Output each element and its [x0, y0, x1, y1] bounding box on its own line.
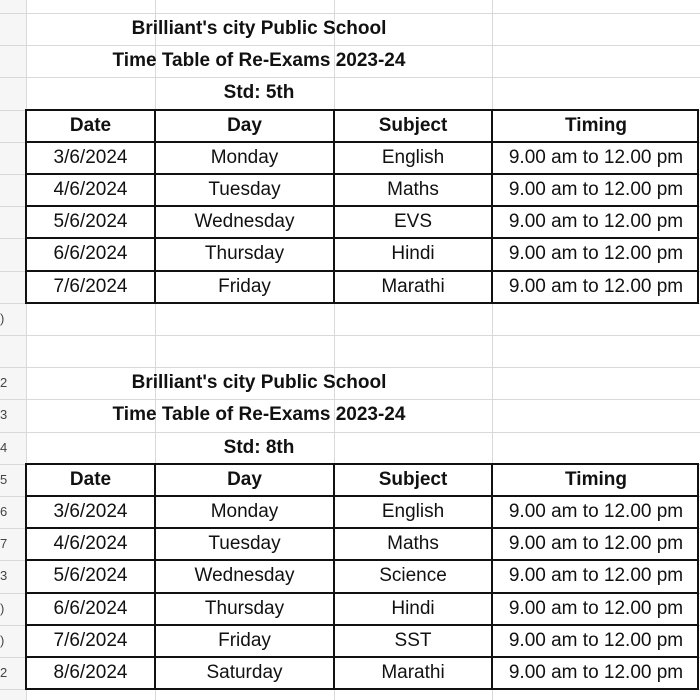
timing-cell[interactable]: 9.00 am to 12.00 pm — [508, 597, 684, 619]
table-border-vertical — [491, 463, 493, 690]
standard-label: Std: 5th — [223, 82, 295, 104]
timing-cell[interactable]: 9.00 am to 12.00 pm — [508, 275, 684, 297]
column-header-timing: Timing — [565, 114, 627, 136]
row-number[interactable]: 6 — [0, 504, 8, 519]
row-number[interactable]: 3 — [0, 407, 8, 423]
timing-cell[interactable]: 9.00 am to 12.00 pm — [508, 243, 684, 265]
school-name: Brilliant's city Public School — [131, 372, 387, 394]
timing-cell[interactable]: 9.00 am to 12.00 pm — [508, 662, 684, 684]
table-border-vertical — [154, 109, 156, 304]
date-cell[interactable]: 8/6/2024 — [53, 662, 128, 684]
column-header-date: Date — [69, 468, 112, 490]
table-border-vertical — [491, 109, 493, 304]
column-header-subject: Subject — [378, 468, 448, 490]
table-border-horizontal — [26, 559, 698, 561]
row-number[interactable]: 5 — [0, 471, 8, 487]
table-border-horizontal — [26, 592, 698, 594]
exam-title: Time Table of Re-Exams 2023-24 — [112, 50, 406, 72]
table-border-vertical — [697, 109, 699, 304]
day-cell[interactable]: Wednesday — [194, 565, 295, 587]
table-border-vertical — [25, 109, 27, 304]
timing-cell[interactable]: 9.00 am to 12.00 pm — [508, 179, 684, 201]
table-border-horizontal — [26, 205, 698, 207]
row-number[interactable]: 7 — [0, 536, 8, 552]
subject-cell[interactable]: Marathi — [381, 275, 445, 297]
date-cell[interactable]: 3/6/2024 — [53, 146, 128, 168]
table-border-vertical — [333, 109, 335, 304]
row-number[interactable]: ) — [0, 632, 5, 648]
day-cell[interactable]: Monday — [210, 146, 279, 168]
grid-row-line — [0, 335, 700, 336]
column-header-subject: Subject — [378, 114, 448, 136]
subject-cell[interactable]: Maths — [387, 533, 439, 555]
date-cell[interactable]: 6/6/2024 — [53, 243, 128, 265]
table-border-horizontal — [26, 495, 698, 497]
column-header-timing: Timing — [565, 468, 627, 490]
column-header-date: Date — [69, 114, 112, 136]
table-border-vertical — [154, 463, 156, 690]
subject-cell[interactable]: SST — [394, 629, 432, 651]
day-cell[interactable]: Tuesday — [208, 179, 281, 201]
school-name: Brilliant's city Public School — [131, 18, 387, 40]
table-border-horizontal — [26, 141, 698, 143]
table-border-horizontal — [26, 688, 698, 690]
column-header-day: Day — [227, 114, 262, 136]
row-number[interactable]: ) — [0, 310, 5, 326]
day-cell[interactable]: Thursday — [204, 243, 285, 265]
date-cell[interactable]: 4/6/2024 — [53, 533, 128, 555]
table-border-horizontal — [26, 624, 698, 626]
subject-cell[interactable]: EVS — [393, 211, 433, 233]
table-border-horizontal — [26, 109, 698, 111]
day-cell[interactable]: Wednesday — [194, 211, 295, 233]
subject-cell[interactable]: English — [381, 146, 445, 168]
date-cell[interactable]: 7/6/2024 — [53, 275, 128, 297]
table-border-horizontal — [26, 173, 698, 175]
timing-cell[interactable]: 9.00 am to 12.00 pm — [508, 533, 684, 555]
table-border-horizontal — [26, 527, 698, 529]
timing-cell[interactable]: 9.00 am to 12.00 pm — [508, 501, 684, 523]
timing-cell[interactable]: 9.00 am to 12.00 pm — [508, 146, 684, 168]
day-cell[interactable]: Monday — [210, 501, 279, 523]
subject-cell[interactable]: Hindi — [391, 597, 435, 619]
row-number[interactable]: 2 — [0, 375, 8, 391]
day-cell[interactable]: Friday — [218, 629, 271, 651]
day-cell[interactable]: Thursday — [204, 597, 285, 619]
date-cell[interactable]: 3/6/2024 — [53, 501, 128, 523]
table-border-horizontal — [26, 463, 698, 465]
subject-cell[interactable]: Maths — [387, 179, 439, 201]
day-cell[interactable]: Tuesday — [208, 533, 281, 555]
subject-cell[interactable]: Hindi — [391, 243, 435, 265]
date-cell[interactable]: 7/6/2024 — [53, 629, 128, 651]
row-number[interactable]: 4 — [0, 439, 8, 455]
table-border-vertical — [25, 463, 27, 690]
timing-cell[interactable]: 9.00 am to 12.00 pm — [508, 565, 684, 587]
table-border-horizontal — [26, 270, 698, 272]
subject-cell[interactable]: Science — [379, 565, 447, 587]
subject-cell[interactable]: English — [381, 501, 445, 523]
subject-cell[interactable]: Marathi — [381, 662, 445, 684]
timing-cell[interactable]: 9.00 am to 12.00 pm — [508, 211, 684, 233]
row-number[interactable]: ) — [0, 600, 5, 616]
row-number-gutter — [0, 0, 26, 700]
date-cell[interactable]: 4/6/2024 — [53, 179, 128, 201]
timing-cell[interactable]: 9.00 am to 12.00 pm — [508, 629, 684, 651]
date-cell[interactable]: 5/6/2024 — [53, 211, 128, 233]
row-number[interactable]: 2 — [0, 665, 8, 680]
table-border-vertical — [333, 463, 335, 690]
exam-title: Time Table of Re-Exams 2023-24 — [112, 404, 406, 426]
table-border-horizontal — [26, 302, 698, 304]
column-header-day: Day — [227, 468, 262, 490]
row-number[interactable]: 3 — [0, 568, 8, 584]
table-border-horizontal — [26, 656, 698, 658]
day-cell[interactable]: Saturday — [206, 662, 283, 684]
standard-label: Std: 8th — [223, 436, 295, 458]
day-cell[interactable]: Friday — [218, 275, 271, 297]
table-border-horizontal — [26, 237, 698, 239]
date-cell[interactable]: 5/6/2024 — [53, 565, 128, 587]
table-border-vertical — [697, 463, 699, 690]
date-cell[interactable]: 6/6/2024 — [53, 597, 128, 619]
